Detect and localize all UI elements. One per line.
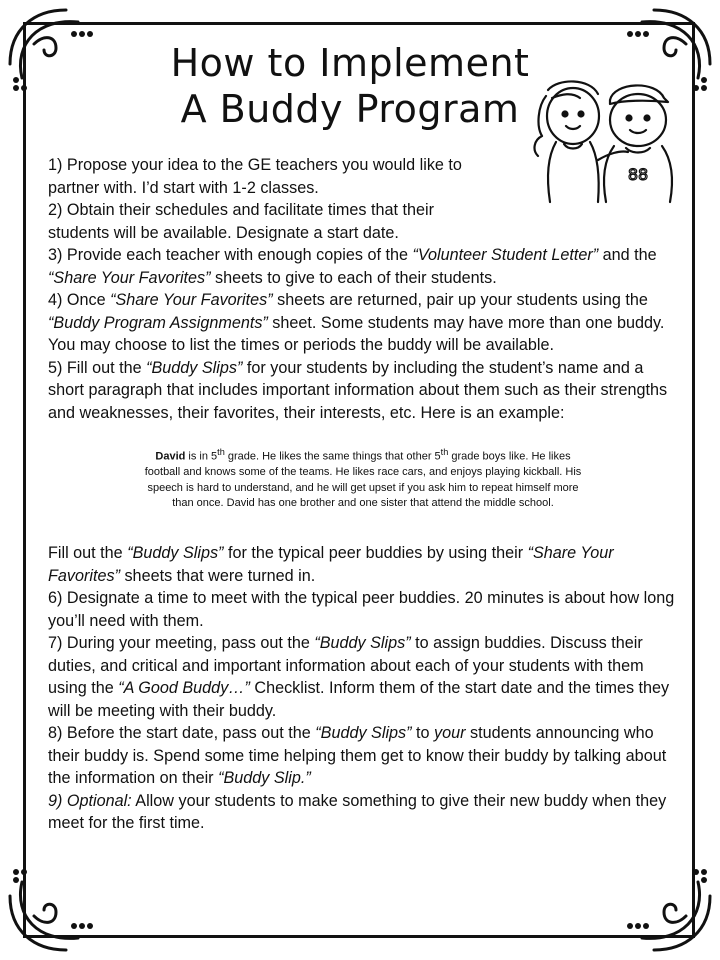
- good-buddy-checklist-ref: “A Good Buddy…”: [118, 679, 250, 698]
- buddy-slips-ref: “Buddy Slips”: [315, 724, 412, 743]
- jersey-number: 88: [627, 165, 649, 184]
- instructions: [48, 154, 678, 835]
- step-7-text: to assign buddies. Discuss their duties, and critical and important information about each of your students with them using the: [48, 634, 644, 698]
- volunteer-letter-ref: “Volunteer Student Letter”: [412, 246, 599, 264]
- step-8-text: to: [411, 724, 435, 743]
- buddy-slips-ref: “Buddy Slips”: [314, 634, 411, 653]
- step-5-text: for your students by including the student’s name and a short paragraph that includes important information about them such as their strengths and weaknesses, their favorites, their interests, etc. Here is an example:: [48, 358, 668, 422]
- share-favorites-ref: “Share Your Favorites”: [48, 544, 614, 585]
- corner-flourish-icon: [4, 4, 96, 96]
- ordinal-suffix: th: [217, 447, 225, 457]
- title-line-1: How to Implement: [170, 41, 530, 85]
- step-6: 6) Designate a time to meet with the typical peer buddies. 20 minutes is about how long you’ll need with them.: [48, 589, 675, 630]
- step-8-text: 8) Before the start date, pass out the: [48, 724, 316, 743]
- corner-flourish-icon: [4, 864, 96, 956]
- example-text: grade. He likes the same things that other 5: [224, 450, 441, 463]
- step-4-text: sheets are returned, pair up your students using the: [272, 291, 648, 309]
- page-title: [150, 40, 550, 132]
- step-5: [48, 357, 678, 425]
- step-9-text: Allow your students to make something to give their new buddy when they meet for the first time.: [48, 791, 667, 833]
- step-1: 1) Propose your idea to the GE teachers you would like to partner with. I’d start with 1-2 classes.: [48, 156, 462, 197]
- share-favorites-ref: “Share Your Favorites”: [110, 291, 273, 309]
- step-8: [48, 722, 678, 790]
- step-7: [48, 632, 678, 722]
- fill-text: for the typical peer buddies by using their: [223, 544, 528, 563]
- ordinal-suffix: th: [440, 447, 449, 457]
- buddy-slips-ref: “Buddy Slips”: [146, 358, 243, 377]
- step-2: 2) Obtain their schedules and facilitate times that their students will be available. Designate a start date.: [48, 201, 435, 242]
- share-favorites-ref: “Share Your Favorites”: [48, 268, 211, 287]
- step-4: [48, 289, 678, 357]
- step-7-text: Checklist. Inform them of the start date and the times they will be meeting with their buddy.: [48, 679, 670, 720]
- optional-label: 9) Optional:: [48, 791, 132, 810]
- title-line-2: A Buddy Program: [180, 87, 520, 131]
- step-8-text: students announcing who their buddy is. Spend some time helping them get to know their buddy by talking about the information on their: [48, 724, 667, 788]
- example-paragraph: [143, 445, 583, 512]
- step-3-text: sheets to give to each of their students.: [210, 268, 497, 287]
- step-4-text: sheet. Some students may have more than one buddy. You may choose to list the times or periods the buddy will be available.: [48, 313, 665, 354]
- example-text: grade boys like. He likes football and knows some of the teams. He likes race cars, and enjoys playing kickball. His speech is hard to understand, and he will get upset if you ask him to repeat himself more than once. David has one brother and one sister that attend the middle school.: [144, 450, 582, 510]
- step-7-text: 7) During your meeting, pass out the: [48, 634, 315, 653]
- example-name: David: [155, 450, 186, 463]
- buddy-slip-ref: “Buddy Slip.”: [218, 769, 311, 788]
- fill-text: sheets that were turned in.: [119, 566, 316, 585]
- step-5-text: 5) Fill out the: [48, 358, 147, 377]
- buddy-slips-ref: “Buddy Slips”: [127, 544, 224, 563]
- corner-flourish-icon: [624, 864, 716, 956]
- fill-text: Fill out the: [48, 544, 128, 563]
- step-4-text: 4) Once: [48, 291, 111, 309]
- fill-out-slips: [48, 542, 678, 587]
- example-text: is in 5: [185, 450, 218, 463]
- step-3: [48, 244, 678, 289]
- step-3-text: 3) Provide each teacher with enough copies of the: [48, 246, 413, 264]
- step-9: [48, 790, 678, 835]
- buddy-assignments-ref: “Buddy Program Assignments”: [48, 313, 268, 332]
- step-3-text: and the: [598, 246, 657, 264]
- emphasis-your: your: [434, 724, 466, 743]
